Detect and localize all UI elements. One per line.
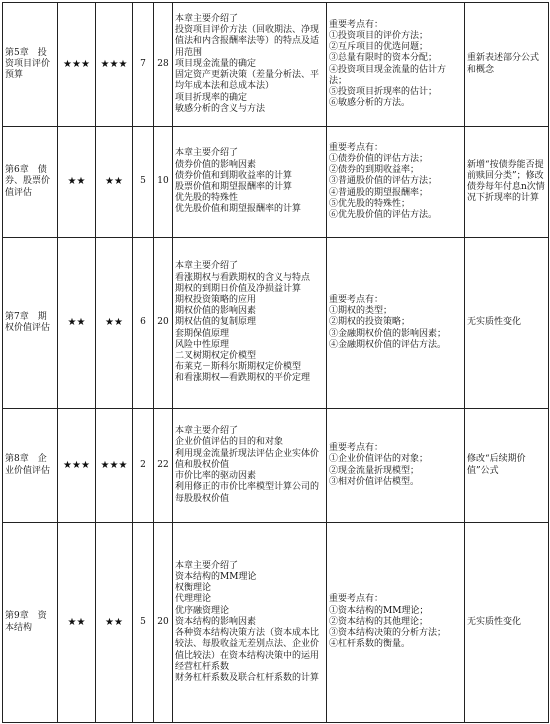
content-line: 优先股价值和期望报酬率的计算 [175, 204, 302, 215]
content-line: 期权的到期日价值及净损益计算 [175, 283, 302, 294]
star-rating-b: ★★ [96, 127, 133, 238]
content-line: 股票价值和期望报酬率的计算 [175, 182, 293, 192]
chapter-cell: 第9章 资本结构 [3, 523, 58, 723]
content-line: 期权价值的影响因素 [175, 306, 257, 317]
star-rating-b: ★★ [96, 523, 133, 723]
content-line: 期权估值的复制原理 [175, 317, 257, 328]
chapter-cell: 第8章 企业价值评估 [3, 409, 58, 523]
key-points-cell [327, 3, 465, 127]
content-line: 各种资本结构决策方法（资本成本比较法、每股收益无差别点法、企业价值比较法）在资本结构决策中的运用 [175, 628, 320, 661]
count-cell-1: 5 [133, 523, 154, 723]
content-line: 本章主要介绍了 [175, 148, 239, 159]
key-point-line: ③资本结构决策的分析方法； [329, 628, 447, 639]
key-point-line: ④杠杆系数的衡量。 [329, 639, 411, 650]
content-line: 和看涨期权—看跌期权的平价定理 [175, 373, 311, 384]
content-line: 优序融资理论 [175, 605, 230, 616]
syllabus-table [2, 2, 549, 723]
content-line: 布莱克－斯科尔斯期权定价模型 [175, 362, 302, 373]
count-cell-2: 28 [154, 3, 173, 127]
key-points-cell [327, 523, 465, 723]
count-cell-2: 10 [154, 127, 173, 238]
content-line: 代理理论 [175, 594, 212, 605]
content-cell [173, 523, 327, 723]
content-line: 本章主要介绍了 [175, 14, 239, 25]
star-rating-a: ★★ [58, 127, 96, 238]
key-point-line: 重要考点有： [329, 443, 384, 454]
key-point-line: ①期权的类型； [329, 306, 393, 317]
count-cell-1: 6 [133, 238, 154, 409]
table-row [3, 127, 549, 238]
content-line: 本章主要介绍了 [175, 560, 239, 571]
chapter-cell: 第6章 债券、股票价值评估 [3, 127, 58, 238]
star-rating-b: ★★★ [96, 409, 133, 523]
content-line: 利用现金流量折现法评估企业实体价值和股权价值 [175, 448, 320, 470]
key-point-line: ④金融期权价值的评估方法。 [329, 339, 447, 350]
content-cell [173, 238, 327, 409]
key-point-line: ④投资项目现金流量的估计方法； [329, 64, 447, 86]
count-cell-1: 7 [133, 3, 154, 127]
content-line: 利用修正的市价比率模型计算公司的每股股权价值 [175, 482, 320, 504]
content-line: 风险中性原理 [175, 339, 230, 350]
content-line: 投资项目评价方法（回收期法、净现值法和内含报酬率法等）的特点及适用范围 [175, 25, 320, 58]
key-point-line: 重要考点有： [329, 294, 384, 305]
remark-cell: 修改“后续期价值”公式 [465, 409, 549, 523]
remark-cell: 无实质性变化 [465, 238, 549, 409]
key-point-line: ①投资项目的评价方法； [329, 30, 429, 41]
key-point-line: ⑤优先股的特殊性； [329, 198, 411, 209]
star-rating-b: ★★ [96, 238, 133, 409]
key-point-line: ②现金流量折现模型； [329, 465, 420, 476]
key-points-cell [327, 127, 465, 238]
key-point-line: ①企业价值评估的对象； [329, 454, 429, 465]
remark-cell: 无实质性变化 [465, 523, 549, 723]
table-row [3, 523, 549, 723]
key-point-line: ③相对价值评估模型。 [329, 476, 420, 487]
content-line: 本章主要介绍了 [175, 261, 239, 272]
content-cell [173, 409, 327, 523]
chapter-cell: 第7章 期权价值评估 [3, 238, 58, 409]
content-cell [173, 127, 327, 238]
content-line: 期权投资策略的应用 [175, 294, 257, 305]
key-point-line: 重要考点有： [329, 19, 384, 30]
content-line: 权衡理论 [175, 583, 212, 594]
remark-cell: 重新表述部分公式和概念 [465, 3, 549, 127]
remark-cell: 新增“按债券能否提前赎回分类”；修改债券每年付息n次情况下折现率的计算 [465, 127, 549, 238]
key-point-line: ①资本结构的MM理论； [329, 605, 429, 616]
content-line: 财务杠杆系数及联合杠杆系数的计算 [175, 672, 320, 683]
content-cell [173, 3, 327, 127]
content-line: 套期保值原理 [175, 328, 230, 339]
chapter-cell: 第5章 投资项目评价预算 [3, 3, 58, 127]
count-cell-2: 20 [154, 523, 173, 723]
content-line: 经营杠杆系数 [175, 661, 230, 672]
table-row [3, 238, 549, 409]
content-line: 二叉树期权定价模型 [175, 351, 257, 361]
key-point-line: ②资本结构的其他理论； [329, 616, 429, 627]
key-point-line: ⑥优先股价值的评估方法。 [329, 210, 438, 220]
star-rating-b: ★★★ [96, 3, 133, 127]
table-row [3, 3, 549, 127]
content-line: 债券价值和到期收益率的计算 [175, 170, 293, 181]
star-rating-a: ★★ [58, 523, 96, 723]
star-rating-a: ★★★ [58, 409, 96, 523]
content-line: 项目现金流量的确定 [175, 58, 257, 69]
key-point-line: ③普通股价值的评估方法； [329, 176, 438, 187]
star-rating-a: ★★★ [58, 3, 96, 127]
content-line: 资本结构的MM理论 [175, 572, 257, 583]
content-line: 资本结构的影响因素 [175, 616, 257, 627]
key-point-line: ②债券的到期收益率； [329, 165, 420, 176]
content-line: 项目折现率的确定 [175, 92, 248, 103]
count-cell-1: 5 [133, 127, 154, 238]
content-line: 市价比率的驱动因素 [175, 471, 257, 482]
content-line: 企业价值评估的目的和对象 [175, 437, 284, 448]
key-point-line: ③金融期权价值的影响因素； [329, 328, 447, 339]
key-point-line: ③总量有限时的资本分配； [329, 53, 438, 64]
key-point-line: ⑥敏感分析的方法。 [329, 98, 411, 109]
key-points-cell [327, 409, 465, 523]
key-points-cell [327, 238, 465, 409]
key-point-line: ②期权的投资策略； [329, 317, 411, 328]
count-cell-2: 20 [154, 238, 173, 409]
count-cell-1: 2 [133, 409, 154, 523]
content-line: 敏感分析的含义与方法 [175, 103, 266, 114]
table-body [3, 3, 549, 723]
content-line: 债券价值的影响因素 [175, 159, 257, 170]
key-point-line: ⑤投资项目折现率的估计； [329, 86, 438, 97]
key-point-line: 重要考点有： [329, 594, 384, 605]
table-row [3, 409, 549, 523]
content-line: 优先股的特殊性 [175, 193, 239, 204]
content-line: 看涨期权与看跌期权的含义与特点 [175, 272, 311, 283]
star-rating-a: ★★ [58, 238, 96, 409]
content-line: 固定资产更新决策（差量分析法、平均年成本法和总成本法） [175, 70, 320, 92]
key-point-line: 重要考点有： [329, 142, 384, 153]
content-line: 本章主要介绍了 [175, 426, 239, 437]
key-point-line: ①债券价值的评估方法； [329, 153, 429, 164]
key-point-line: ④普通股的期望报酬率； [329, 187, 429, 198]
key-point-line: ②互斥项目的优选问题； [329, 42, 429, 53]
count-cell-2: 22 [154, 409, 173, 523]
